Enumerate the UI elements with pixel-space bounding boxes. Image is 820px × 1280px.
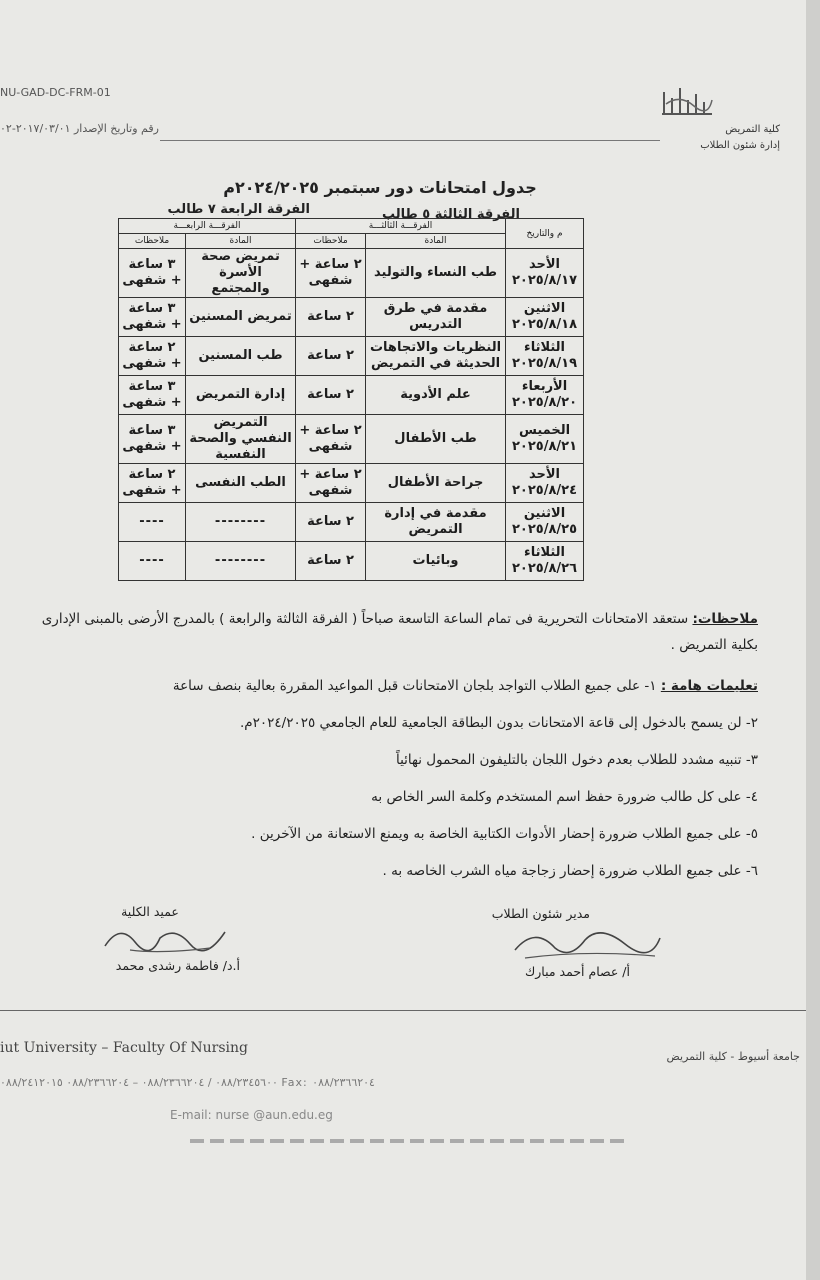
- fourth-subject-cell: --------: [186, 542, 296, 581]
- fourth-subject-cell: الطب النفسى: [186, 464, 296, 503]
- date: ٢٠٢٥/٨/١٧: [511, 273, 578, 288]
- table-row: [119, 249, 584, 298]
- day-date-cell: [506, 415, 584, 464]
- affairs-title: مدير شئون الطلاب: [491, 906, 590, 921]
- fourth-year-header: الفرقـــة الرابعـــة: [119, 219, 296, 234]
- notes-header: ملاحظات: [119, 234, 186, 249]
- day-date-header: م والتاريخ: [506, 219, 584, 249]
- subject-header: المادة: [186, 234, 296, 249]
- day: الاثنين: [523, 506, 566, 521]
- day-date-cell: [506, 376, 584, 415]
- footer-divider: [0, 1010, 806, 1011]
- fourth-subject-cell: طب المسنين: [186, 337, 296, 376]
- day-date-cell: [506, 542, 584, 581]
- day-date-cell: [506, 337, 584, 376]
- instructions-block: [40, 676, 758, 898]
- third-subject-cell: النظريات والاتجاهات الحديثة في التمريض: [366, 337, 506, 376]
- table-row: [119, 337, 584, 376]
- notes-label: ملاحظات:: [692, 611, 758, 627]
- fourth-year-label: الفرقة الرابعة ٧ طالب: [167, 202, 310, 217]
- fourth-notes-cell: ----: [119, 503, 186, 542]
- date: ٢٠٢٥/٨/٢١: [511, 439, 578, 454]
- fourth-notes-cell: ----: [119, 542, 186, 581]
- dean-title: عميد الكلية: [121, 904, 179, 919]
- third-subject-cell: مقدمة في إدارة التمريض: [366, 503, 506, 542]
- doc-code: NU-GAD-DC-FRM-01: [0, 86, 111, 99]
- footer-arabic: جامعة أسيوط - كلية التمريض: [666, 1050, 800, 1063]
- table-header-row: [119, 219, 584, 234]
- third-subject-cell: جراحة الأطفال: [366, 464, 506, 503]
- department-name: إدارة شئون الطلاب: [700, 140, 780, 151]
- table-row: [119, 298, 584, 337]
- fourth-subject-cell: --------: [186, 503, 296, 542]
- date: ٢٠٢٥/٨/٢٦: [511, 561, 578, 576]
- fourth-notes-cell: ٣ ساعة + شفهى: [119, 415, 186, 464]
- footer-website-blur: [190, 1136, 630, 1146]
- third-notes-cell: ٢ ساعة + شفهى: [296, 249, 366, 298]
- date: ٢٠٢٥/٨/٢٤: [511, 483, 578, 498]
- notes-block: [40, 606, 758, 658]
- day: الأربعاء: [521, 379, 568, 394]
- affairs-name: أ/ عصام أحمد مبارك: [524, 964, 630, 979]
- header-faculty-block: [640, 122, 780, 154]
- instruction-item: [40, 676, 758, 696]
- fourth-subject-cell: إدارة التمريض: [186, 376, 296, 415]
- third-subject-cell: مقدمة في طرق التدريس: [366, 298, 506, 337]
- table-row: [119, 503, 584, 542]
- notes-header: ملاحظات: [296, 234, 366, 249]
- day: الأحد: [529, 257, 561, 272]
- instructions-label: تعليمات هامة :: [660, 678, 758, 694]
- third-year-header: الفرقـــة الثالثـــة: [296, 219, 506, 234]
- day: الأحد: [529, 467, 561, 482]
- third-notes-cell: ٢ ساعة + شفهى: [296, 464, 366, 503]
- table-row: [119, 376, 584, 415]
- third-year-label: الفرقة الثالثة ٥ طالب: [381, 207, 520, 222]
- fourth-notes-cell: ٢ ساعة + شفهى: [119, 464, 186, 503]
- exam-schedule-table: [118, 218, 584, 581]
- fourth-subject-cell: تمريض صحة الأسرة والمجتمع: [186, 249, 296, 298]
- date: ٢٠٢٥/٨/١٨: [511, 317, 578, 332]
- instruction-item: ٢- لن يسمح بالدخول إلى قاعة الامتحانات بدون البطاقة الجامعية للعام الجامعي ٢٠٢٤/٢٠٢٥م.: [240, 715, 758, 731]
- third-notes-cell: ٢ ساعة: [296, 503, 366, 542]
- page-title: جدول امتحانات دور سبتمبر ٢٠٢٤/٢٠٢٥م: [223, 178, 537, 197]
- third-subject-cell: علم الأدوية: [366, 376, 506, 415]
- third-notes-cell: ٢ ساعة: [296, 376, 366, 415]
- dean-signature: [100, 918, 230, 958]
- day-date-cell: [506, 298, 584, 337]
- footer-phones: ٠٨٨/٢٣٤٥٦٠٠ / ٠٨٨/٢٣٦٦٢٠٤ – ٠٨٨/٢٣٦٦٢٠٤ ٠٨٨/٢٤١٢٠١٥ Fax: ٠٨٨/٢٣٦٦٢٠٤: [0, 1076, 375, 1089]
- issue-line: رقم وتاريخ الإصدار ٢٠١٧/٠٣/٠١-٠٢: [0, 122, 159, 135]
- third-subject-cell: وبائيات: [366, 542, 506, 581]
- table-row: [119, 415, 584, 464]
- day: الاثنين: [523, 301, 566, 316]
- table-row: [119, 542, 584, 581]
- footer-english: iut University – Faculty Of Nursing: [0, 1040, 248, 1056]
- instruction-text: ١- على جميع الطلاب التواجد بلجان الامتحانات قبل المواعيد المقررة بعالية بنصف ساعة: [172, 678, 657, 694]
- header-divider: [160, 140, 660, 141]
- instruction-item: ٥- على جميع الطلاب ضرورة إحضار الأدوات الكتابية الخاصة به ويمنع الاستعانة من الآخرين .: [251, 826, 758, 842]
- third-notes-cell: ٢ ساعة + شفهى: [296, 415, 366, 464]
- university-logo: [660, 84, 718, 120]
- fourth-notes-cell: ٢ ساعة + شفهى: [119, 337, 186, 376]
- third-notes-cell: ٢ ساعة: [296, 337, 366, 376]
- third-notes-cell: ٢ ساعة: [296, 542, 366, 581]
- fourth-notes-cell: ٣ ساعة + شفهى: [119, 249, 186, 298]
- day: الثلاثاء: [524, 545, 565, 560]
- affairs-signature: [505, 920, 665, 964]
- day-date-cell: [506, 464, 584, 503]
- fourth-notes-cell: ٣ ساعة + شفهى: [119, 376, 186, 415]
- day-date-cell: [506, 503, 584, 542]
- day-date-cell: [506, 249, 584, 298]
- third-subject-cell: طب الأطفال: [366, 415, 506, 464]
- notes-text: ستعقد الامتحانات التحريرية فى تمام الساعة التاسعة صباحاً ( الفرقة الثالثة والرابعة ) بالمدرج الأرضى بالمبنى الإدارى بكلية التمريض .: [41, 611, 758, 653]
- date: ٢٠٢٥/٨/٢٠: [511, 395, 578, 410]
- table-row: [119, 464, 584, 503]
- page-edge: [806, 0, 820, 1280]
- third-subject-cell: طب النساء والتوليد: [366, 249, 506, 298]
- day: الخميس: [518, 423, 571, 438]
- instruction-item: ٤- على كل طالب ضرورة حفظ اسم المستخدم وكلمة السر الخاص به: [371, 789, 758, 805]
- instruction-item: ٦- على جميع الطلاب ضرورة إحضار زجاجة مياه الشرب الخاصه به .: [382, 863, 758, 879]
- instruction-item: ٣- تنبيه مشدد للطلاب بعدم دخول اللجان بالتليفون المحمول نهائياً: [395, 752, 758, 768]
- day: الثلاثاء: [524, 340, 565, 355]
- date: ٢٠٢٥/٨/١٩: [511, 356, 578, 371]
- dean-name: أ.د/ فاطمة رشدى محمد: [115, 958, 240, 973]
- fourth-subject-cell: التمريض النفسي والصحة النفسية: [186, 415, 296, 464]
- date: ٢٠٢٥/٨/٢٥: [511, 522, 578, 537]
- fourth-subject-cell: تمريض المسنين: [186, 298, 296, 337]
- third-notes-cell: ٢ ساعة: [296, 298, 366, 337]
- subject-header: المادة: [366, 234, 506, 249]
- faculty-name: كلية التمريض: [725, 124, 780, 135]
- footer-email: E-mail: nurse @aun.edu.eg: [170, 1108, 333, 1122]
- fourth-notes-cell: ٣ ساعة + شفهى: [119, 298, 186, 337]
